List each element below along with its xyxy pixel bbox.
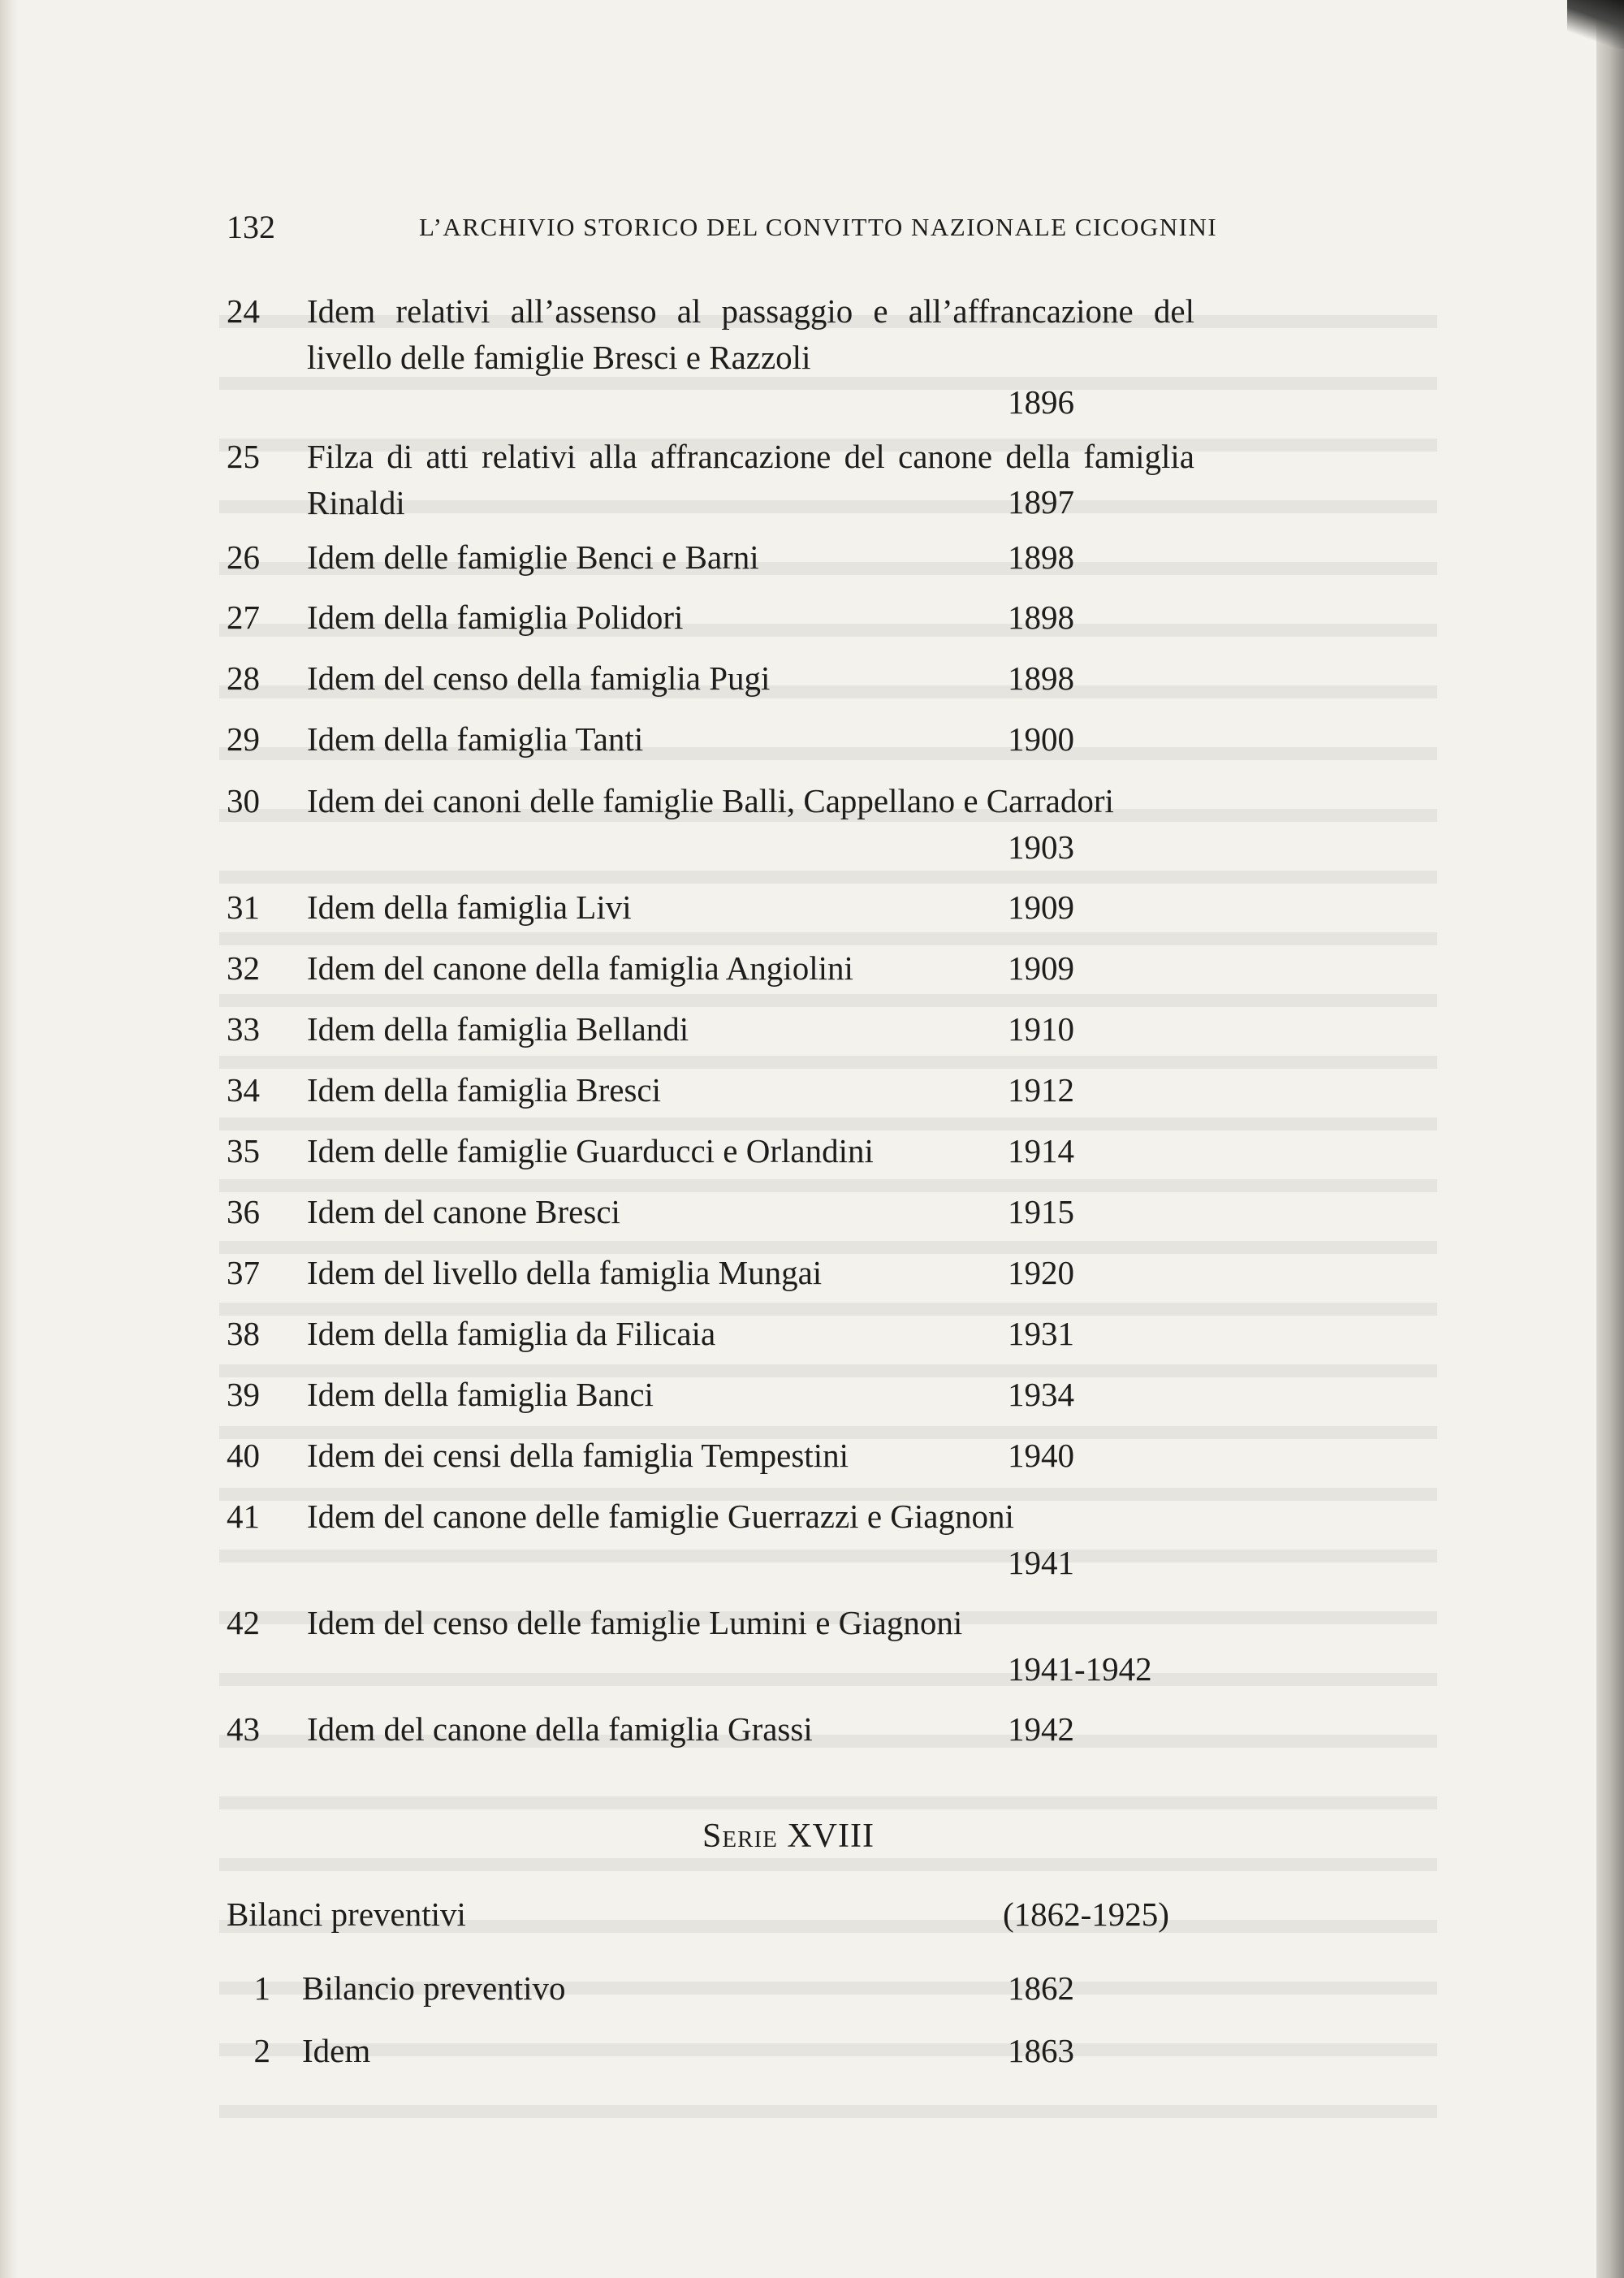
- entry-description: Idem del canone della famiglia Angiolini: [307, 949, 853, 987]
- section-date-range: (1862-1925): [1003, 1895, 1169, 1933]
- entry-year: 1898: [1008, 599, 1074, 636]
- entry-year: 1942: [1008, 1710, 1074, 1748]
- entry-year: 1898: [1008, 659, 1074, 697]
- entry-number: 34: [227, 1071, 260, 1109]
- entry-number: 33: [227, 1010, 260, 1048]
- entry-description: Idem della famiglia Banci: [307, 1376, 654, 1413]
- entry-number: 41: [227, 1498, 260, 1535]
- entry-year: 1903: [1008, 828, 1074, 866]
- page-gutter: [0, 0, 18, 2278]
- entry-year: 1941: [1008, 1544, 1074, 1581]
- entry-number: 27: [227, 599, 260, 636]
- entry-description: Idem: [302, 2032, 371, 2069]
- entry-number: 38: [227, 1315, 260, 1352]
- entry-year: 1910: [1008, 1010, 1074, 1048]
- entry-description: Idem della famiglia Livi: [307, 888, 632, 926]
- section-title: Bilanci preventivi: [227, 1895, 466, 1933]
- entry-year: 1931: [1008, 1315, 1074, 1352]
- entry-number: 32: [227, 949, 260, 987]
- entry-description: Idem dei censi della famiglia Tempestini: [307, 1437, 849, 1474]
- entry-number: 29: [227, 720, 260, 758]
- entry-description: Idem del canone delle famiglie Guerrazzi e Giagnoni: [307, 1498, 1014, 1535]
- entry-description: Idem del censo della famiglia Pugi: [307, 659, 771, 697]
- entry-number: 28: [227, 659, 260, 697]
- entry-description: Filza di atti relativi alla affrancazione del canone della famiglia Rinaldi: [307, 438, 1194, 521]
- entry-number: 30: [227, 782, 260, 819]
- entry-year: 1909: [1008, 888, 1074, 926]
- entry-year: 1863: [1008, 2032, 1074, 2069]
- entry-number: 36: [227, 1193, 260, 1230]
- running-title: L’ARCHIVIO STORICO DEL CONVITTO NAZIONALE CICOGNINI: [419, 213, 1218, 241]
- entry-year: 1934: [1008, 1376, 1074, 1413]
- serie-heading-text: Serie XVIII: [702, 1818, 875, 1855]
- entry-number: 25: [227, 438, 260, 475]
- entry-description: Idem della famiglia da Filicaia: [307, 1315, 716, 1352]
- running-head: [227, 203, 1259, 252]
- entry-description: Idem del censo delle famiglie Lumini e Giagnoni: [307, 1604, 963, 1641]
- entry-description: Idem del livello della famiglia Mungai: [307, 1254, 823, 1291]
- entry-description: Idem delle famiglie Benci e Barni: [307, 538, 759, 576]
- serie-heading: [0, 1812, 1624, 1861]
- entry-year: 1862: [1008, 1969, 1074, 2007]
- entry-description: Idem della famiglia Bellandi: [307, 1010, 689, 1048]
- entry-year: 1940: [1008, 1437, 1074, 1474]
- entry-description: Idem dei canoni delle famiglie Balli, Cappellano e Carradori: [307, 782, 1114, 819]
- entry-number: 40: [227, 1437, 260, 1474]
- entry-year: 1898: [1008, 538, 1074, 576]
- entry-year: 1896: [1008, 383, 1074, 421]
- entry-year: 1914: [1008, 1132, 1074, 1169]
- entry-number: 42: [227, 1604, 260, 1641]
- entry-description: Idem della famiglia Bresci: [307, 1071, 662, 1109]
- entry-number: 2: [253, 2032, 270, 2069]
- entry-number: 31: [227, 888, 260, 926]
- entry-year: 1920: [1008, 1254, 1074, 1291]
- entry-description: Idem del canone della famiglia Grassi: [307, 1710, 813, 1748]
- entry-number: 37: [227, 1254, 260, 1291]
- entry-year: 1909: [1008, 949, 1074, 987]
- entry-number: 26: [227, 538, 260, 576]
- entry-number: 43: [227, 1710, 260, 1748]
- entry-year: 1900: [1008, 720, 1074, 758]
- entry-number: 35: [227, 1132, 260, 1169]
- entry-year: 1912: [1008, 1071, 1074, 1109]
- entry-description: Bilancio preventivo: [302, 1969, 566, 2007]
- entry-year: 1915: [1008, 1193, 1074, 1230]
- page-edge: [1596, 0, 1624, 2278]
- entry-year: 1941-1942: [1008, 1650, 1152, 1688]
- entry-description: Idem della famiglia Polidori: [307, 599, 684, 636]
- entry-number: 39: [227, 1376, 260, 1413]
- entry-number: 24: [227, 292, 260, 330]
- entry-description: Idem del canone Bresci: [307, 1193, 620, 1230]
- entry-number: 1: [253, 1969, 270, 2007]
- entry-description: Idem delle famiglie Guarducci e Orlandini: [307, 1132, 874, 1169]
- entry-description: Idem della famiglia Tanti: [307, 720, 644, 758]
- entry-description: Idem relativi all’assenso al passaggio e all’affrancazione del livello delle famiglie Bresci e Razzoli: [307, 292, 1194, 376]
- page-number: 132: [227, 209, 275, 245]
- entry-year: 1897: [1008, 483, 1074, 521]
- page-corner-shadow: [1567, 0, 1624, 49]
